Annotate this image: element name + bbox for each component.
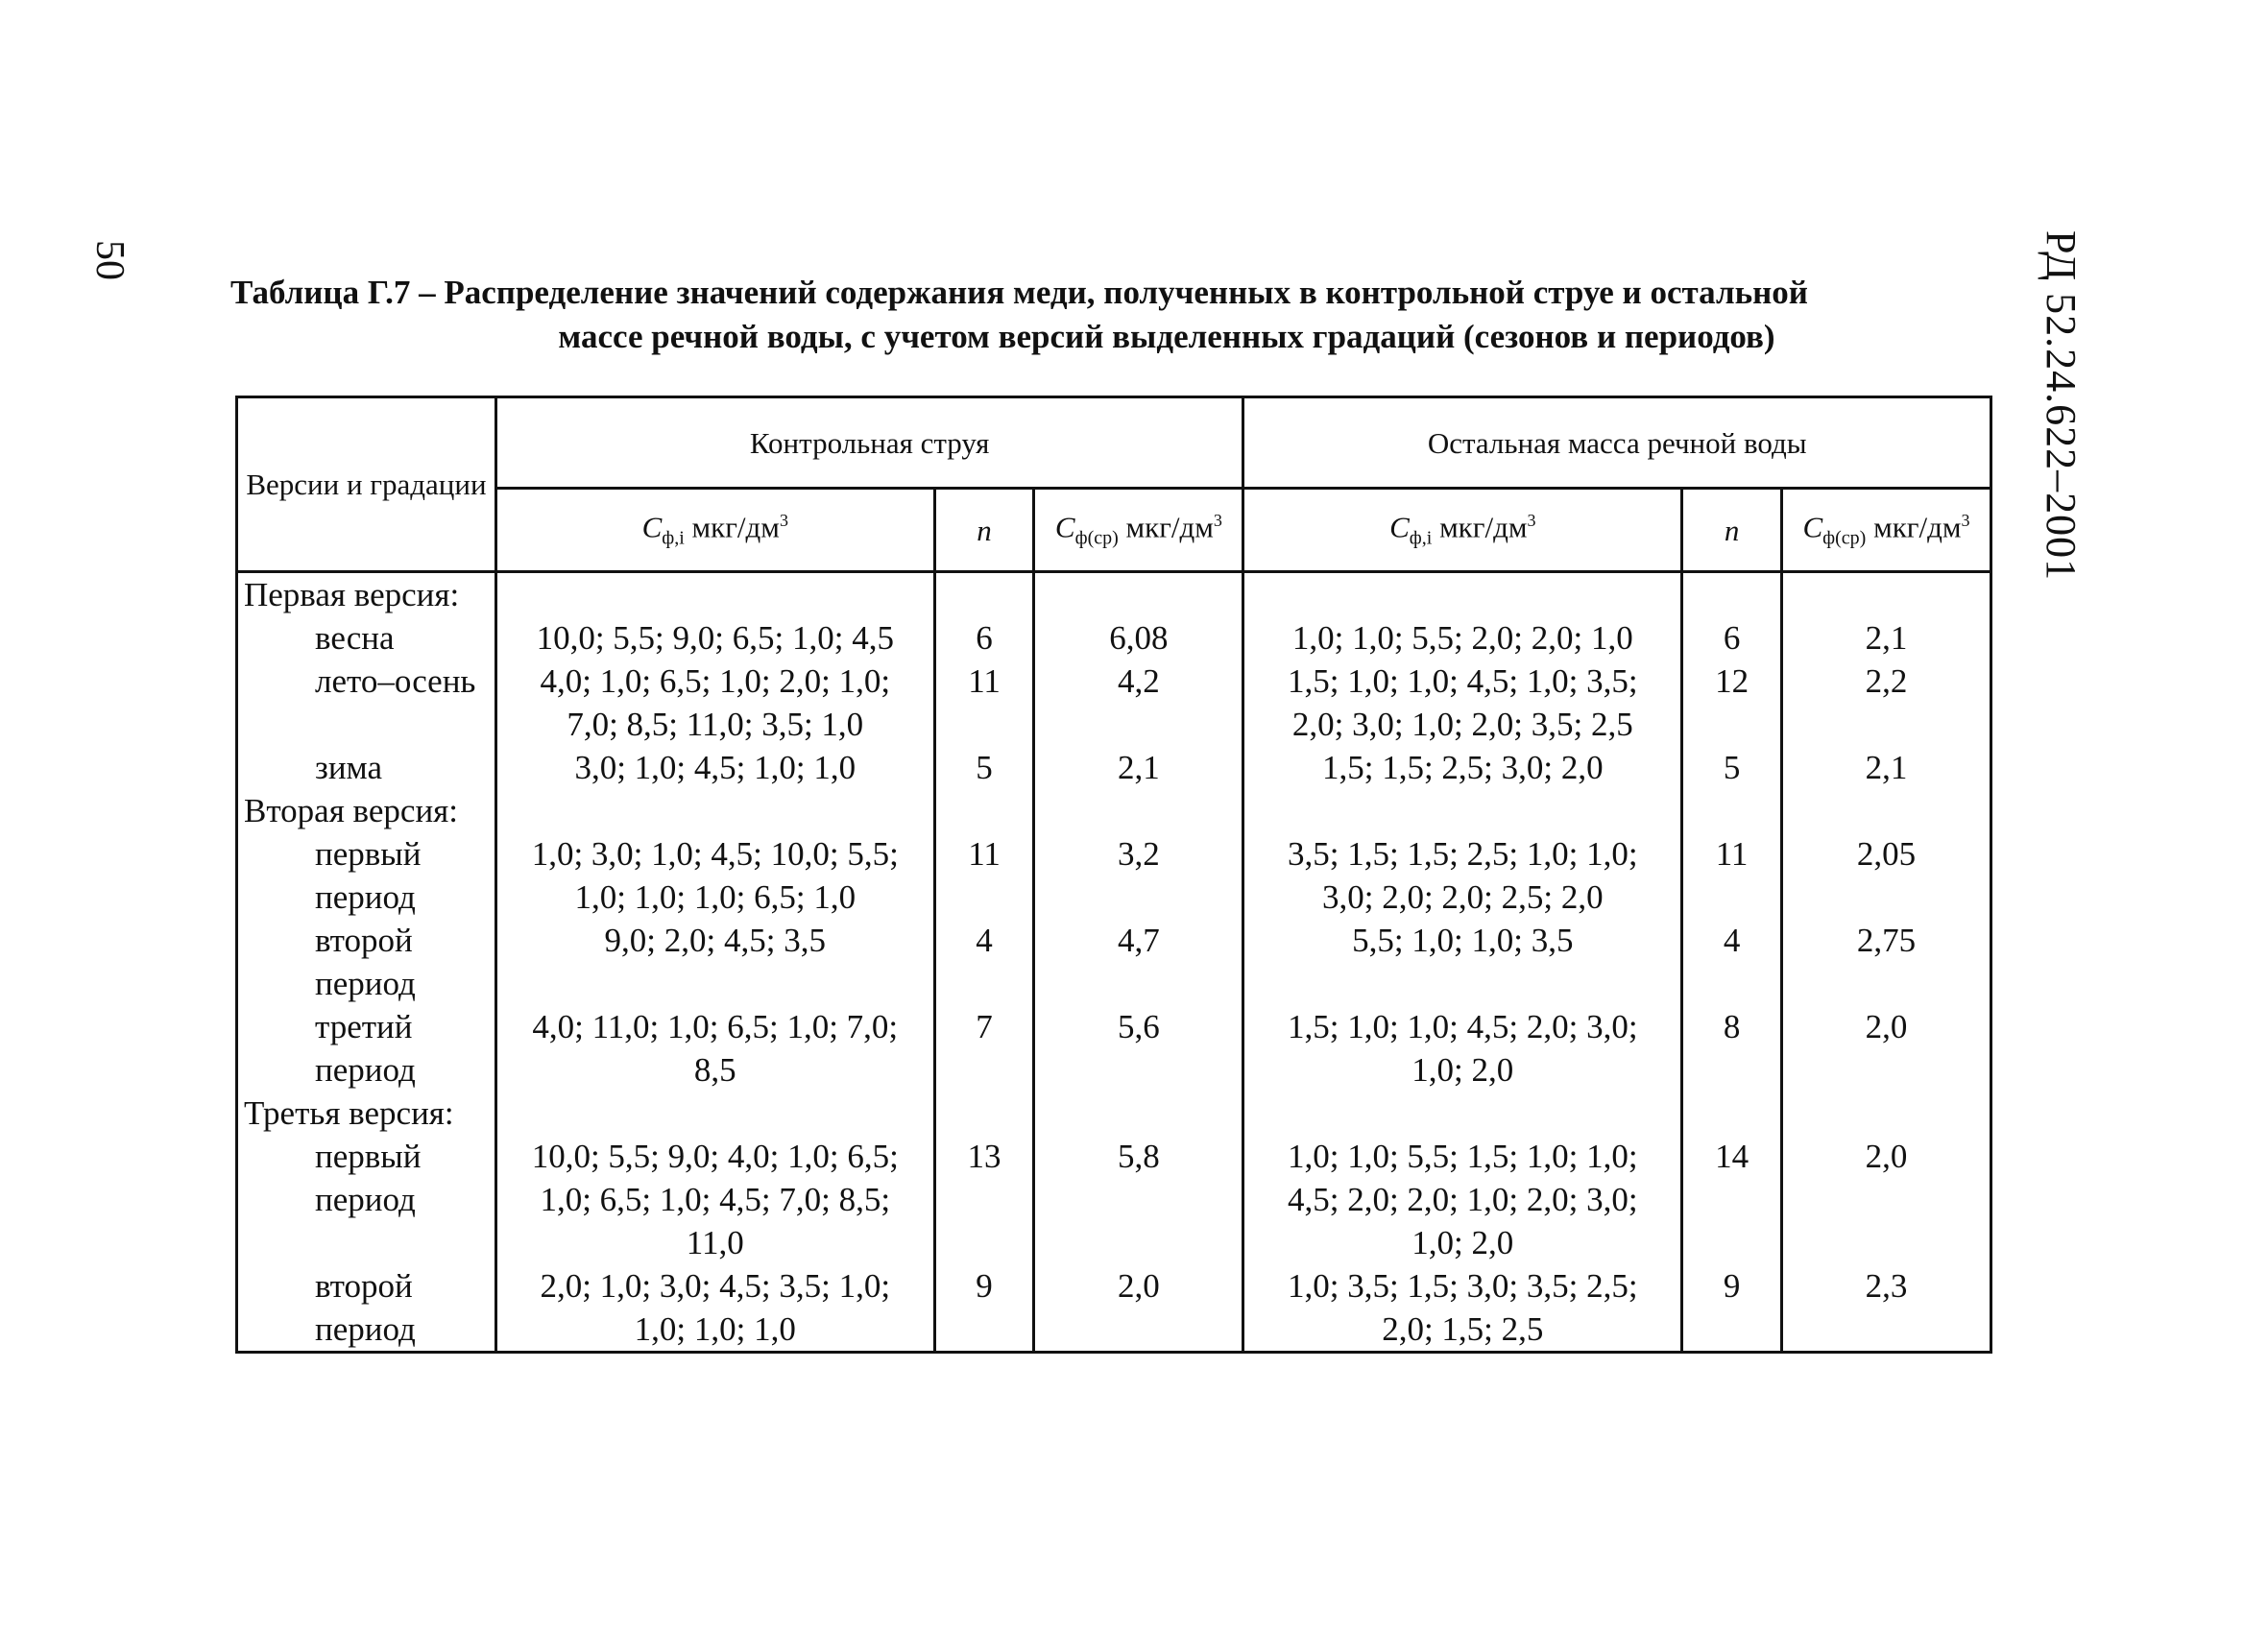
empty-cell (1781, 789, 1991, 832)
gradation-label (237, 919, 496, 1005)
rest-values-line: 1,0; 2,0 (1411, 1224, 1514, 1261)
rest-values-line: 1,5; 1,0; 1,0; 4,5; 2,0; 3,0; (1287, 1008, 1638, 1045)
empty-cell (1682, 572, 1782, 617)
rest-values-line: 1,0; 2,0 (1411, 1051, 1514, 1089)
rest-average: 2,75 (1781, 919, 1991, 1005)
empty-cell (1034, 1092, 1243, 1135)
control-average: 6,08 (1034, 616, 1243, 660)
control-n: 11 (934, 660, 1034, 746)
control-values-line: 1,0; 1,0; 1,0; 6,5; 1,0 (574, 878, 857, 916)
control-n: 13 (934, 1135, 1034, 1264)
rest-n: 14 (1682, 1135, 1782, 1264)
header-control-values: $С_{ф,i}$ мкг/$дм^3$ (495, 489, 934, 572)
rest-values (1243, 919, 1682, 1005)
table-row (237, 1135, 1991, 1264)
rest-n: 9 (1682, 1264, 1782, 1353)
rest-values-line: 3,5; 1,5; 1,5; 2,5; 1,0; 1,0; (1287, 835, 1638, 873)
empty-cell (934, 572, 1034, 617)
empty-cell (1034, 789, 1243, 832)
gradation-label-line: период (315, 878, 416, 916)
gradation-label-line: лето–осень (315, 662, 476, 700)
section-row (237, 789, 1991, 832)
gradation-label (237, 616, 496, 660)
control-n: 5 (934, 746, 1034, 789)
table-row (237, 919, 1991, 1005)
gradation-label (237, 1264, 496, 1353)
copper-distribution-table (235, 396, 1992, 1354)
gradation-label (237, 660, 496, 746)
control-values (495, 1005, 934, 1092)
empty-cell (934, 789, 1034, 832)
table-body (237, 572, 1991, 1353)
gradation-label (237, 832, 496, 919)
control-values-line: 1,0; 6,5; 1,0; 4,5; 7,0; 8,5; (540, 1181, 891, 1218)
control-average: 4,2 (1034, 660, 1243, 746)
empty-cell (934, 1092, 1034, 1135)
empty-cell (1034, 572, 1243, 617)
control-values (495, 919, 934, 1005)
empty-cell (1781, 1092, 1991, 1135)
gradation-label-line: период (315, 1181, 416, 1218)
empty-cell (1781, 572, 1991, 617)
empty-cell (1682, 789, 1782, 832)
rest-average: 2,05 (1781, 832, 1991, 919)
gradation-label-line: период (315, 1051, 416, 1089)
control-values-line: 2,0; 1,0; 3,0; 4,5; 3,5; 1,0; (540, 1267, 891, 1305)
control-values (495, 1264, 934, 1353)
rest-values (1243, 1264, 1682, 1353)
rest-n: 11 (1682, 832, 1782, 919)
table-row (237, 832, 1991, 919)
control-average: 2,1 (1034, 746, 1243, 789)
header-rest-avg: $С_{ф(ср)}$ мкг/$дм^3$ (1781, 489, 1991, 572)
table-header (237, 397, 1991, 572)
rest-values-line: 2,0; 3,0; 1,0; 2,0; 3,5; 2,5 (1291, 706, 1633, 743)
header-control-avg: $С_{ф(ср)}$ мкг/$дм^3$ (1034, 489, 1243, 572)
control-values-line: 3,0; 1,0; 4,5; 1,0; 1,0 (574, 749, 857, 786)
rest-n: 4 (1682, 919, 1782, 1005)
header-rest-water: Остальная масса речной воды (1243, 397, 1991, 489)
empty-cell (1682, 1092, 1782, 1135)
gradation-label (237, 1135, 496, 1264)
rest-values-line: 5,5; 1,0; 1,0; 3,5 (1352, 922, 1574, 959)
control-values (495, 832, 934, 919)
control-average: 5,6 (1034, 1005, 1243, 1092)
rest-average: 2,0 (1781, 1135, 1991, 1264)
table-row (237, 660, 1991, 746)
empty-cell (495, 572, 934, 617)
control-values-line: 1,0; 1,0; 1,0 (634, 1310, 796, 1348)
control-values (495, 1135, 934, 1264)
rest-n: 12 (1682, 660, 1782, 746)
table-row (237, 1005, 1991, 1092)
document-code: РД 52.24.622–2001 (2038, 230, 2085, 582)
gradation-label-line: первый (315, 835, 422, 873)
gradation-label-line: второй (315, 1267, 413, 1305)
rest-values (1243, 1135, 1682, 1264)
control-values-line: 1,0; 3,0; 1,0; 4,5; 10,0; 5,5; (531, 835, 899, 873)
page-number: 50 (87, 240, 132, 280)
empty-cell (1243, 572, 1682, 617)
control-values-line: 8,5 (693, 1051, 736, 1089)
empty-cell (1243, 789, 1682, 832)
control-n: 9 (934, 1264, 1034, 1353)
gradation-label-line: первый (315, 1138, 422, 1175)
control-average: 4,7 (1034, 919, 1243, 1005)
rest-average: 2,1 (1781, 616, 1991, 660)
rest-average: 2,1 (1781, 746, 1991, 789)
control-average: 2,0 (1034, 1264, 1243, 1353)
rest-values (1243, 746, 1682, 789)
section-row (237, 1092, 1991, 1135)
control-values-line: 4,0; 1,0; 6,5; 1,0; 2,0; 1,0; (540, 662, 891, 700)
empty-cell (495, 789, 934, 832)
rest-values-line: 1,5; 1,5; 2,5; 3,0; 2,0 (1321, 749, 1604, 786)
control-n: 4 (934, 919, 1034, 1005)
gradation-label-line: период (315, 1310, 416, 1348)
rest-values (1243, 616, 1682, 660)
gradation-label (237, 746, 496, 789)
rest-n: 6 (1682, 616, 1782, 660)
empty-cell (1243, 1092, 1682, 1135)
gradation-label (237, 1005, 496, 1092)
header-control-n: n (934, 489, 1034, 572)
rest-values-line: 2,0; 1,5; 2,5 (1382, 1310, 1544, 1348)
control-values-line: 4,0; 11,0; 1,0; 6,5; 1,0; 7,0; (532, 1008, 899, 1045)
rest-values (1243, 832, 1682, 919)
control-values-line: 10,0; 5,5; 9,0; 6,5; 1,0; 4,5 (536, 619, 894, 657)
header-rest-n: n (1682, 489, 1782, 572)
rest-values-line: 4,5; 2,0; 2,0; 1,0; 2,0; 3,0; (1287, 1181, 1638, 1218)
control-n: 7 (934, 1005, 1034, 1092)
section-title: Первая версия: (237, 572, 496, 617)
table-row (237, 1264, 1991, 1353)
header-versions: Версии и градации (237, 397, 496, 572)
control-values-line: 10,0; 5,5; 9,0; 4,0; 1,0; 6,5; (531, 1138, 899, 1175)
rest-values-line: 1,0; 1,0; 5,5; 1,5; 1,0; 1,0; (1287, 1138, 1638, 1175)
control-values (495, 660, 934, 746)
rest-average: 2,3 (1781, 1264, 1991, 1353)
rest-values (1243, 660, 1682, 746)
control-values-line: 9,0; 2,0; 4,5; 3,5 (604, 922, 826, 959)
section-row (237, 572, 1991, 617)
header-control-stream: Контрольная струя (495, 397, 1243, 489)
control-values (495, 746, 934, 789)
section-title: Третья версия: (237, 1092, 496, 1135)
section-title: Вторая версия: (237, 789, 496, 832)
caption-line-1: Таблица Г.7 – Распределение значений содержания меди, полученных в контрольной струе и остальной (230, 274, 1808, 311)
control-n: 11 (934, 832, 1034, 919)
rest-values (1243, 1005, 1682, 1092)
control-values-line: 7,0; 8,5; 11,0; 3,5; 1,0 (567, 706, 864, 743)
rest-values-line: 1,5; 1,0; 1,0; 4,5; 1,0; 3,5; (1287, 662, 1638, 700)
rest-values-line: 1,0; 1,0; 5,5; 2,0; 2,0; 1,0 (1291, 619, 1633, 657)
gradation-label-line: период (315, 965, 416, 1002)
empty-cell (495, 1092, 934, 1135)
rest-n: 8 (1682, 1005, 1782, 1092)
gradation-label-line: третий (315, 1008, 413, 1045)
control-average: 5,8 (1034, 1135, 1243, 1264)
rest-values-line: 3,0; 2,0; 2,0; 2,5; 2,0 (1321, 878, 1604, 916)
control-n: 6 (934, 616, 1034, 660)
rest-average: 2,0 (1781, 1005, 1991, 1092)
rest-values-line: 1,0; 3,5; 1,5; 3,0; 3,5; 2,5; (1287, 1267, 1638, 1305)
gradation-label-line: весна (315, 619, 395, 657)
control-average: 3,2 (1034, 832, 1243, 919)
table-caption (230, 271, 1997, 359)
control-values (495, 616, 934, 660)
gradation-label-line: второй (315, 922, 413, 959)
table-row (237, 616, 1991, 660)
rest-average: 2,2 (1781, 660, 1991, 746)
rest-n: 5 (1682, 746, 1782, 789)
header-rest-values: $С_{ф,i}$ мкг/$дм^3$ (1243, 489, 1682, 572)
table-row (237, 746, 1991, 789)
control-values-line: 11,0 (686, 1224, 744, 1261)
gradation-label-line: зима (315, 749, 382, 786)
caption-line-2: массе речной воды, с учетом версий выделенных градаций (сезонов и периодов) (558, 318, 1775, 355)
